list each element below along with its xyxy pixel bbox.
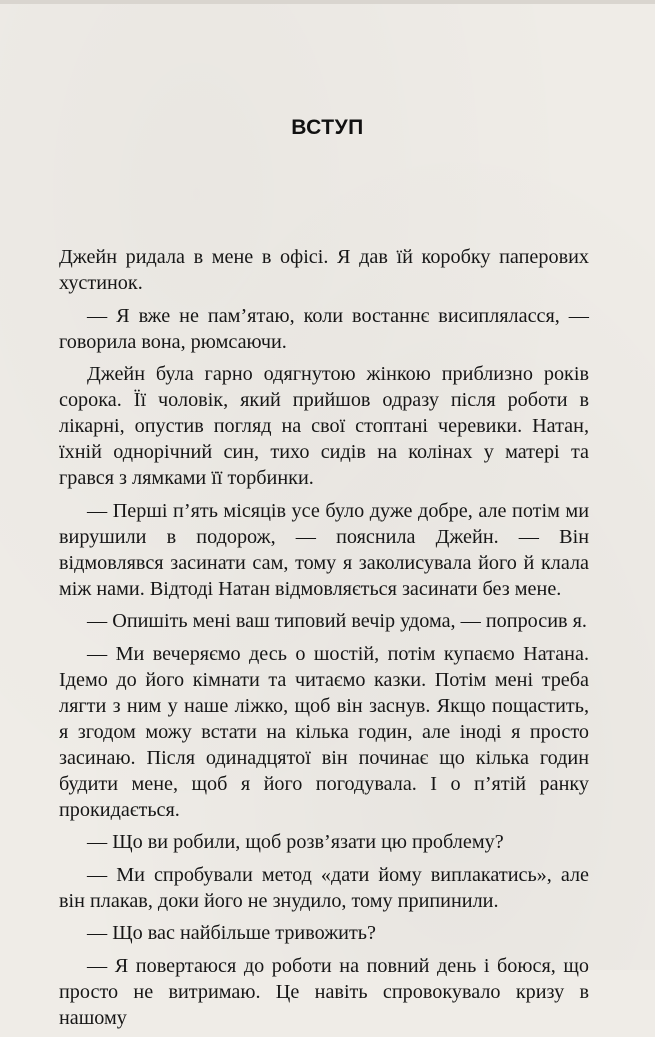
paragraph: Джейн ридала в мене в офісі. Я дав їй коробку паперових хустинок. [59,246,589,294]
paragraph: — Ми вечеряємо десь о шостій, потім купаємо Натана. Ідемо до його кімнати та читаємо казки. Потім мені треба лягти з ним у наше ліжко, щоб він заснув. Якщо пощастить, я згодом можу встати на кілька годин, але іноді я просто засинаю. Після одинадцятої він починає що кілька годин будити мене, щоб я його погодувала. І о п’ятій ранку прокидається. [59,642,589,821]
paragraph: — Перші п’ять місяців усе було дуже добре, але потім ми вирушили в подорож, — пояснила Джейн. — Він відмовлявся засинати сам, тому я заколисувала його й клала між нами. Відтоді Натан відмовляється засинати без мене. [59,499,589,600]
paragraph: — Ми спробували метод «дати йому виплакатись», але він плакав, доки його не знудило, тому припинили. [59,863,589,912]
paragraph: — Я вже не пам’ятаю, коли востаннє висипляласся, — говорила вона, рюмсаючи. [59,304,589,353]
page-edge [0,0,655,4]
paragraph: — Я повертаюся до роботи на повний день і боюся, що просто не витримаю. Це навіть спровокувало кризу в нашому [59,954,589,1029]
paragraph: Джейн була гарно одягнутою жінкою приблизно років сорока. Її чоловік, який прийшов одразу після роботи в лікарні, опустив погляд на свої стоптані черевики. Натан, їхній однорічний син, тихо сидів на колінах у матері та грався з лямками її торбинки. [59,363,589,489]
paragraph: — Що ви робили, щоб розв’язати цю проблему? [87,831,504,853]
body-text [59,244,589,1037]
chapter-heading: ВСТУП [291,116,364,139]
paragraph: — Опишіть мені ваш типовий вечір удома, — попросив я. [87,610,587,632]
paragraph: — Що вас найбільше тривожить? [87,922,376,944]
